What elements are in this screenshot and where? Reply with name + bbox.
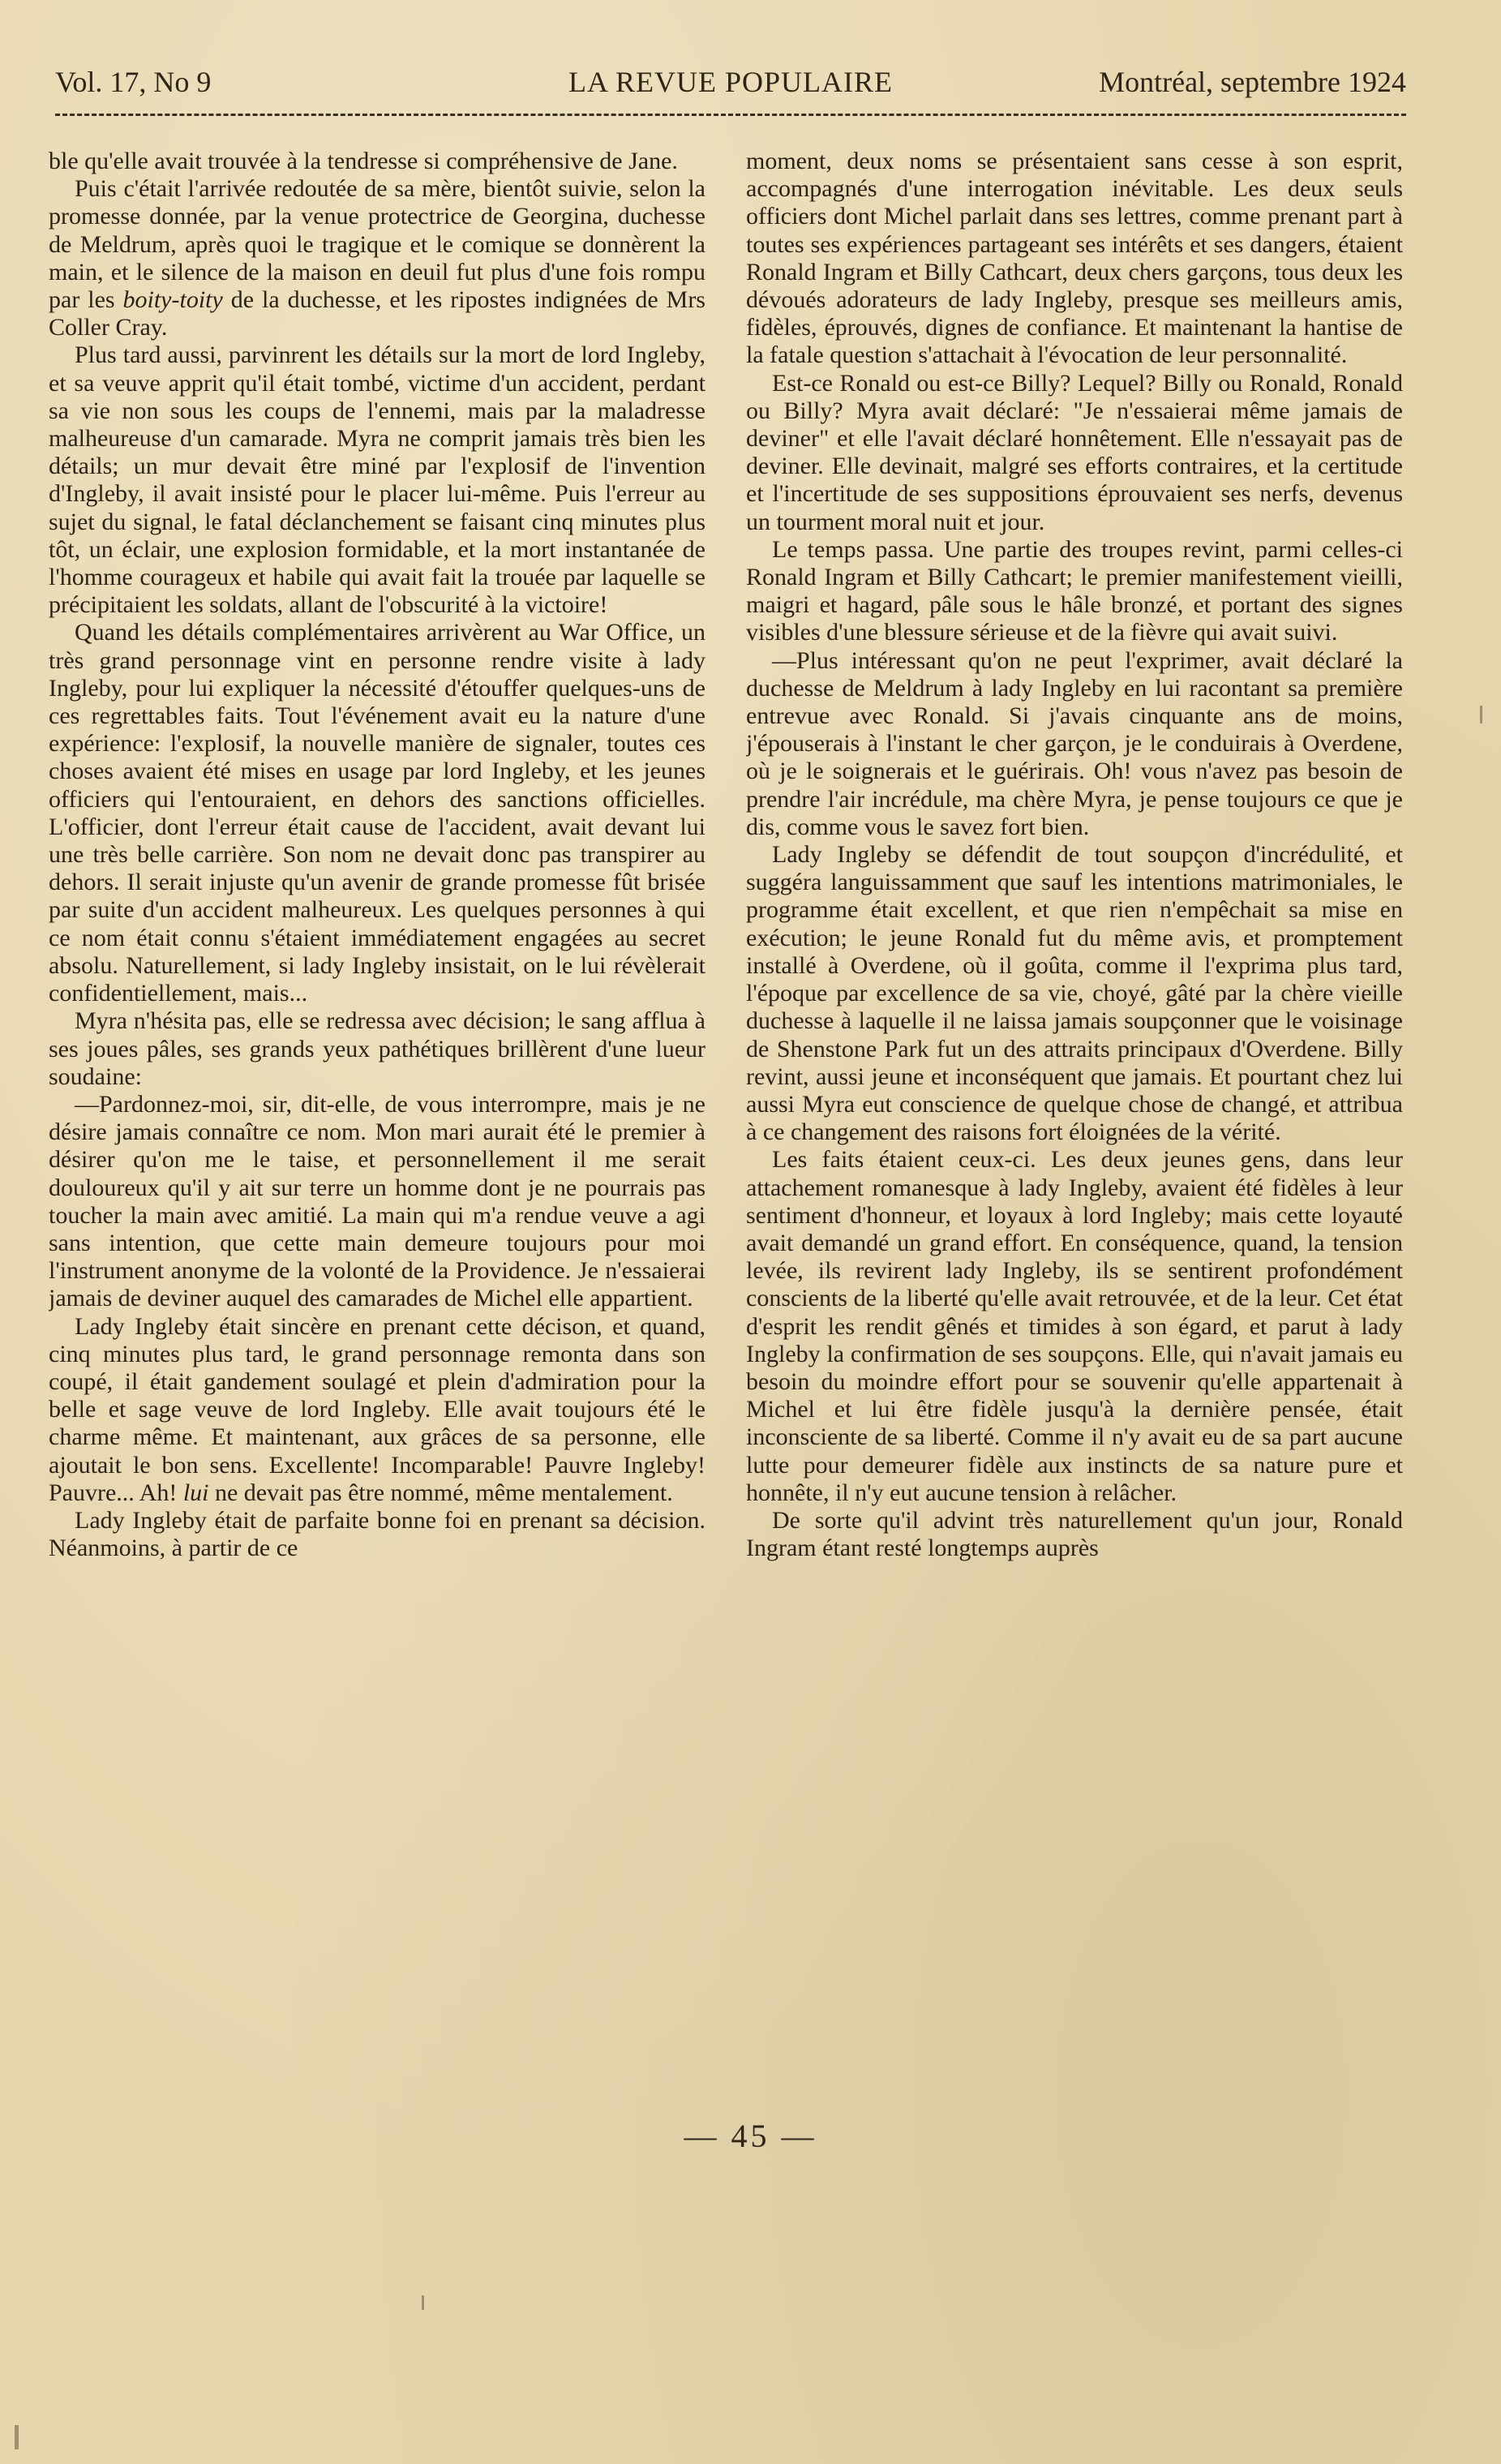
paragraph: Les faits étaient ceux-ci. Les deux jeunes gens, dans leur attachement romanesque à lady Ingleby, avaient été fidèles à leur sentiment d'honneur, et loyaux à lord Ingleby; mais cette loyauté avait demandé un grand effort. En conséquence, quand, la tension levée, ils revirent lady Ingleby, ils se sentirent profondément conscients de la liberté qu'elle avait retrouvée, et de la leur. Cet état d'esprit les rendit gênés et timides à son égard, et parut à lady Ingleby la confirmation de ses soupçons. Elle, qui n'avait jamais eu besoin du moindre effort pour se souvenir qu'elle appartenait à Michel et lui être fidèle jusqu'à la dernière pensée, était inconsciente de sa liberté. Comme il n'y avait eu de sa part aucune lutte pour demeurer fidèle aux instincts de sa nature pure et honnête, il n'y eut aucune tension à relâcher.	[746, 1146, 1403, 1506]
paper-speck	[1480, 706, 1482, 723]
paragraph: ble qu'elle avait trouvée à la tendresse si compréhensive de Jane.	[49, 148, 678, 174]
paragraph: Myra n'hésita pas, elle se redressa avec décision; le sang afflua à ses joues pâles, ses grands yeux pathétiques brillèrent d'une lueur soudaine:	[49, 1007, 705, 1090]
paper-speck	[15, 2425, 19, 2449]
magazine-title: LA REVUE POPULAIRE	[568, 66, 893, 98]
paragraph: —Plus intéressant qu'on ne peut l'exprimer, avait déclaré la duchesse de Meldrum à lady Ingleby en lui racontant sa première entrevue avec Ronald. Si j'avais cinquante ans de moins, j'épouserais à l'instant le cher garçon, je le conduirais à Overdene, où je le soignerais et le guérirais. Oh! vous n'avez pas besoin de prendre l'air incrédule, ma chère Myra, je pense toujours ce que je dis, comme vous le savez fort bien.	[746, 646, 1403, 840]
page-header	[55, 65, 1406, 114]
paragraph: Quand les détails complémentaires arrivèrent au War Office, un très grand personnage vint en personne rendre visite à lady Ingleby, pour lui expliquer la nécessité d'étouffer quelques-uns de ces regrettables faits. Tout l'événement avait eu la nature d'une expérience: l'explosif, la nouvelle manière de signaler, toutes ces choses avaient été mises en usage par lord Ingleby, et les jeunes officiers qui l'entouraient, en dehors des sanctions officielles. L'officier, dont l'erreur était cause de l'accident, avait devant lui une très belle carrière. Son nom ne devait donc pas transpirer au dehors. Il serait injuste qu'un avenir de grande promesse fût brisée par suite d'un accident malheureux. Les quelques personnes à qui ce nom était connu s'étaient immédiatement engagées au secret absolu. Naturellement, si lady Ingleby insistait, on le lui révèlerait confidentiellement, mais...	[49, 619, 705, 1007]
paragraph: —Pardonnez-moi, sir, dit-elle, de vous interrompre, mais je ne désire jamais connaître ce nom. Mon mari aurait été le premier à désirer qu'on me le taise, et personnellement il me serait douloureux qu'il y ait sur terre un homme dont je ne pourrais pas toucher la main avec amitié. La main qui m'a rendue veuve a agi sans intention, que cette main demeure toujours pour moi l'instrument anonyme de la volonté de la Providence. Je n'essaierai jamais de deviner auquel des camarades de Michel elle appartient.	[49, 1090, 705, 1312]
paragraph: Lady Ingleby était de parfaite bonne foi en prenant sa décision. Néanmoins, à partir de ce	[49, 1506, 705, 1562]
right-column	[746, 148, 1403, 2143]
volume-number: Vol. 17, No 9	[55, 66, 212, 98]
paragraph: Puis c'était l'arrivée redoutée de sa mère, bientôt suivie, selon la promesse donnée, par la venue protectrice de Georgina, duchesse de Meldrum, après quoi le tragique et le comique se donnèrent la main, et le silence de la maison en deuil fut plus d'une fois rompu par les boity-toity de la duchesse, et les ripostes indignées de Mrs Coller Cray.	[49, 175, 705, 341]
paragraph: Est-ce Ronald ou est-ce Billy? Lequel? Billy ou Ronald, Ronald ou Billy? Myra avait déclaré: "Je n'essaierai même jamais de deviner" et elle l'avait déclaré honnêtement. Elle n'essayait pas de deviner. Elle devinait, malgré ses efforts contraires, et la certitude et l'incertitude de ses suppositions éprouvaient ses nerfs, devenus un tourment moral nuit et jour.	[746, 369, 1403, 535]
header-divider	[55, 114, 1406, 116]
paragraph: Lady Ingleby se défendit de tout soupçon d'incrédulité, et suggéra languissamment que sauf les intentions matrimoniales, le programme était excellent, et que rien n'empêchait sa mise en exécution; le jeune Ronald fut du même avis, et promptement installé à Overdene, où il goûta, comme il l'exprima plus tard, l'époque par excellence de sa vie, choyé, gâté par la chère vieille duchesse à laquelle il ne laissa jamais soupçonner que le voisinage de Shenstone Park fut un des attraits principaux d'Overdene. Billy revint, aussi jeune et inconséquent que jamais. Et pourtant chez lui aussi Myra eut conscience de quelque chose de changé, et attribua à ce changement des raisons fort éloignées de la vérité.	[746, 841, 1403, 1146]
paragraph: Plus tard aussi, parvinrent les détails sur la mort de lord Ingleby, et sa veuve apprit qu'il était tombé, victime d'un accident, perdant sa vie non sous les coups de l'ennemi, mais par la maladresse malheureuse d'un camarade. Myra ne comprit jamais très bien les détails; un mur devait être miné par l'explosif de l'invention d'Ingleby, il avait insisté pour le placer lui-même. Puis l'erreur au sujet du signal, le fatal déclanchement se faisant cinq minutes plus tôt, un éclair, une explosion formidable, et la mort instantanée de l'homme courageux et habile qui avait fait la trouée par laquelle se précipitaient les soldats, allant de l'obscurité à la victoire!	[49, 341, 705, 619]
paper-speck	[422, 2295, 424, 2310]
left-column	[49, 148, 705, 2143]
paragraph: Lady Ingleby était sincère en prenant cette décison, et quand, cinq minutes plus tard, le grand personnage remonta dans son coupé, il était gandement soulagé et plein d'admiration pour la belle et sage veuve de lord Ingleby. Elle avait toujours été le charme même. Et maintenant, aux grâces de sa personne, elle ajoutait le bon sens. Excellente! Incomparable! Pauvre Ingleby! Pauvre... Ah! lui ne devait pas être nommé, même mentalement.	[49, 1312, 705, 1506]
paragraph: De sorte qu'il advint très naturellement qu'un jour, Ronald Ingram étant resté longtemps auprès	[746, 1506, 1403, 1562]
paragraph: Le temps passa. Une partie des troupes revint, parmi celles-ci Ronald Ingram et Billy Cathcart; le premier manifestement vieilli, maigri et hagard, pâle sous le hâle bronzé, et portant des signes visibles d'une blessure sérieuse et de la fièvre qui avait suivi.	[746, 535, 1403, 646]
issue-date: Montréal, septembre 1924	[1099, 66, 1406, 98]
paragraph: moment, deux noms se présentaient sans cesse à son esprit, accompagnés d'une interrogation inévitable. Les deux seuls officiers dont Michel parlait dans ses lettres, comme prenant part à toutes ses expériences partageant ses intérêts et ses dangers, étaient Ronald Ingram et Billy Cathcart, deux chers garçons, tous deux les dévoués adorateurs de lady Ingleby, presque ses meilleurs amis, fidèles, éprouvés, dignes de confiance. Et maintenant la hantise de la fatale question s'attachait à l'évocation de leur personnalité.	[746, 148, 1403, 369]
article-body	[49, 148, 1419, 2143]
page-number: — 45 —	[684, 2118, 817, 2154]
